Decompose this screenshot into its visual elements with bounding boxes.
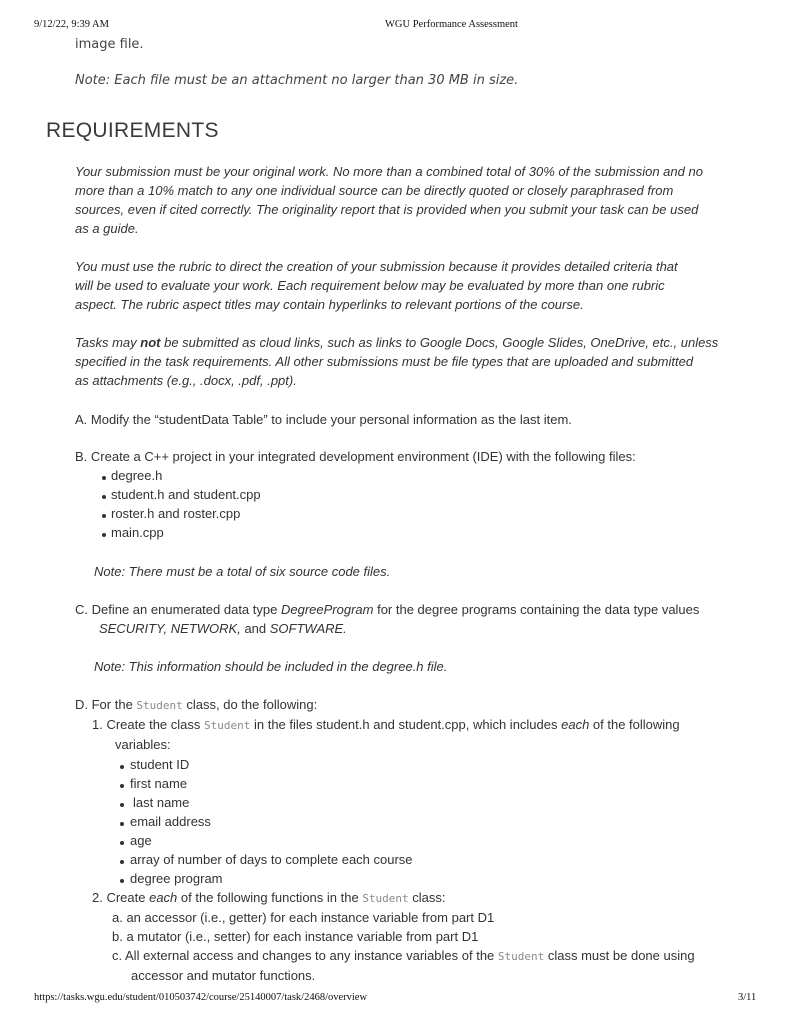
cloud-links-paragraph-line: as attachments (e.g., .docx, .pdf, .ppt). <box>75 373 297 388</box>
bullet <box>120 860 124 864</box>
file-size-note: Note: Each file must be an attachment no larger than 30 MB in size. <box>75 73 519 88</box>
requirement-a: A. Modify the “studentData Table” to include your personal information as the last item. <box>75 412 572 427</box>
page-number: 3/11 <box>738 992 757 1003</box>
req-d1-pre: 1. Create the class <box>92 717 204 732</box>
requirement-d2a: a. an accessor (i.e., getter) for each instance variable from part D1 <box>112 910 495 925</box>
student-class-code: Student <box>362 892 409 905</box>
rubric-paragraph-line: aspect. The rubric aspect titles may contain hyperlinks to relevant portions of the course. <box>75 297 584 312</box>
variable-list-item: last name <box>133 795 190 810</box>
req-d2-post: of the following functions in the <box>177 890 363 905</box>
requirement-d2c-cont: accessor and mutator functions. <box>131 968 316 983</box>
requirement-d2 <box>92 890 446 905</box>
requirement-c <box>75 602 699 617</box>
req-d1-mid: in the files student.h and student.cpp, which includes <box>250 717 562 732</box>
bullet <box>120 803 124 807</box>
requirement-c-values <box>99 621 347 636</box>
rubric-paragraph-line: will be used to evaluate your work. Each requirement below may be evaluated by more than one rubric <box>75 278 665 293</box>
cloud-links-post: be submitted as cloud links, such as links to Google Docs, Google Slides, OneDrive, etc., unless <box>160 335 719 350</box>
rubric-paragraph-line: You must use the rubric to direct the creation of your submission because it provides detailed criteria that <box>75 259 678 274</box>
req-d2c-post: class must be done using <box>544 948 695 963</box>
file-list-item: main.cpp <box>111 525 164 540</box>
cloud-links-not: not <box>140 335 161 350</box>
requirements-heading: REQUIREMENTS <box>46 119 219 142</box>
student-class-code: Student <box>497 950 545 963</box>
req-c-value-c: SOFTWARE. <box>269 621 347 636</box>
bullet <box>102 514 106 518</box>
variable-list-item: student ID <box>130 757 190 772</box>
bullet <box>120 822 124 826</box>
originality-paragraph-line: as a guide. <box>75 221 139 236</box>
requirement-d1-cont: variables: <box>115 737 171 752</box>
variable-list-item: degree program <box>130 871 223 886</box>
variable-list-item: age <box>130 833 152 848</box>
bullet <box>102 495 106 499</box>
requirement-d <box>75 697 317 712</box>
bullet <box>120 784 124 788</box>
continued-text: image file. <box>75 37 144 52</box>
req-d2c-pre: c. All external access and changes to any instance variables of the <box>112 948 498 963</box>
req-c-post: for the degree programs containing the data type values <box>373 602 700 617</box>
req-c-and: and <box>240 621 270 636</box>
req-c-value-a: SECURITY, NETWORK, <box>99 621 241 636</box>
requirement-d1 <box>92 717 680 732</box>
print-title: WGU Performance Assessment <box>385 19 518 30</box>
variable-list-item: email address <box>130 814 211 829</box>
cloud-links-pre: Tasks may <box>75 335 141 350</box>
cloud-links-paragraph-line: specified in the task requirements. All other submissions must be file types that are uploaded and submitted <box>75 354 694 369</box>
req-c-type: DegreeProgram <box>280 602 374 617</box>
source-files-note: Note: There must be a total of six source code files. <box>94 564 391 579</box>
req-d1-post: of the following <box>589 717 680 732</box>
file-list-item: degree.h <box>111 468 163 483</box>
requirement-d2c <box>112 948 695 963</box>
file-list-item: roster.h and roster.cpp <box>111 506 241 521</box>
bullet <box>102 476 106 480</box>
req-d-pre: D. For the <box>75 697 137 712</box>
req-d2-end: class: <box>408 890 446 905</box>
requirement-d2b: b. a mutator (i.e., setter) for each instance variable from part D1 <box>112 929 479 944</box>
student-class-code: Student <box>204 719 251 732</box>
originality-paragraph-line: Your submission must be your original work. No more than a combined total of 30% of the submission and no <box>75 164 703 179</box>
req-d2-pre: 2. Create <box>92 890 150 905</box>
bullet <box>102 533 106 537</box>
req-d-post: class, do the following: <box>182 697 318 712</box>
requirement-b: B. Create a C++ project in your integrated development environment (IDE) with the following files: <box>75 449 636 464</box>
file-list-item: student.h and student.cpp <box>111 487 261 502</box>
bullet <box>120 841 124 845</box>
req-d1-each: each <box>561 717 590 732</box>
bullet <box>120 765 124 769</box>
student-class-code: Student <box>136 699 183 712</box>
print-url: https://tasks.wgu.edu/student/010503742/course/25140007/task/2468/overview <box>34 992 368 1003</box>
variable-list-item: first name <box>130 776 188 791</box>
req-d2-each: each <box>149 890 178 905</box>
variable-list-item: array of number of days to complete each course <box>130 852 413 867</box>
originality-paragraph-line: more than a 10% match to any one individual source can be directly quoted or closely paraphrased from <box>75 183 674 198</box>
degree-file-note: Note: This information should be included in the degree.h file. <box>94 659 448 674</box>
bullet <box>120 879 124 883</box>
req-c-pre: C. Define an enumerated data type <box>75 602 281 617</box>
print-datetime: 9/12/22, 9:39 AM <box>34 19 109 30</box>
originality-paragraph-line: sources, even if cited correctly. The originality report that is provided when you submit your task can be used <box>75 202 699 217</box>
cloud-links-paragraph-line <box>75 335 718 350</box>
